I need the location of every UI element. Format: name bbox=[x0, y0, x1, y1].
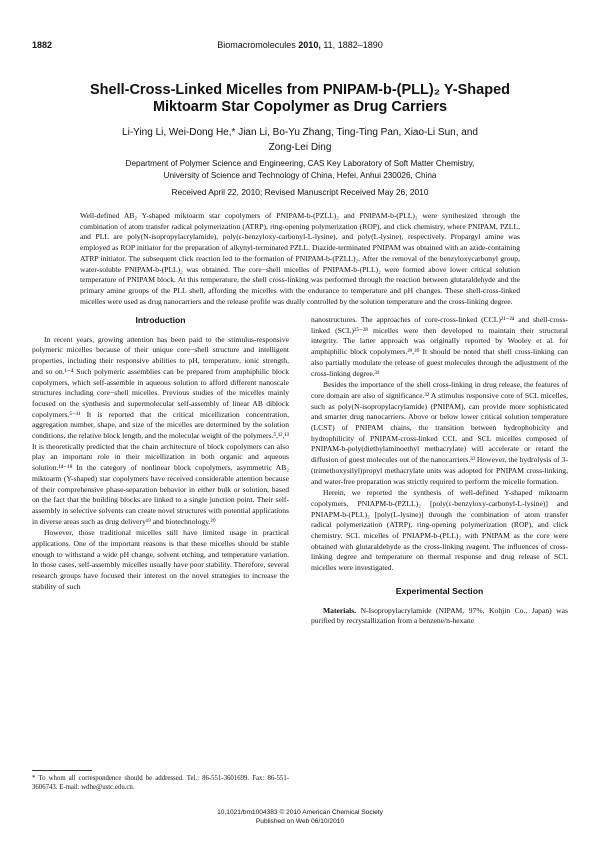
materials-text: N-Isopropylacrylamide (NIPAM, 97%, Kohjin Co., Japan) was purified by recrystallization from a benzene/n-hexane bbox=[311, 605, 568, 626]
affiliation-line-2: University of Science and Technology of China, Hefei, Anhui 230026, China bbox=[163, 171, 437, 180]
journal-citation bbox=[32, 40, 568, 50]
authors-line-2: Zong-Lei Ding bbox=[268, 142, 332, 153]
intro-paragraph-5: Herein, we reported the synthesis of well-defined Y-shaped miktoarm copolymers, PNIAPM-b-(PZLL)₂ [poly(ε-benzyloxy-carbonyl-L-lysine)] and PNIAPM-b-(PLL)₂ [poly(L-lysine)] through the combination of atom transfer radical polymerization (ATRP), ring-opening polymerization (ROP), and click chemistry. SCL micelles of PNIAPM-b-(PLL)₂ with PNIPAM as the core were obtained with glutaraldehyde as the cross-linking reagent. The influences of cross-linking degree and temperature on thermal response and drug release of SCL micelles were investigated. bbox=[311, 488, 568, 573]
intro-paragraph-2: However, those traditional micelles still have limited usage in practical applications. One of the important reasons is that these micelles should be stable enough to withstand a wide pH change, solvent etching, and temperature variation. In those cases, self-assembly micelles usually have poor stability. Therefore, several research groups have focused their interest on the novel strategies to increase the stability of such bbox=[32, 528, 289, 591]
introduction-heading: Introduction bbox=[135, 315, 186, 325]
left-column bbox=[32, 315, 289, 593]
correspondence-footnote: * To whom all correspondence should be addressed. Tel.: 86-551-3601699. Fax: 86-551-3606743. E-mail: wdhe@ustc.edu.cn. bbox=[32, 775, 289, 791]
experimental-heading: Experimental Section bbox=[395, 585, 484, 596]
page-number: 1882 bbox=[32, 40, 53, 50]
footnote-rule bbox=[32, 770, 92, 771]
materials-label: Materials. bbox=[323, 605, 357, 615]
intro-paragraph-1: In recent years, growing attention has been paid to the stimulus-responsive polymeric micelles because of their unique core−shell structure and intelligent properties, including their responsive abilities to pH, temperature, ionic strength, and so on.¹⁻⁴ Such polymeric assemblies can be prepared from amphiphilic block copolymers, which self-assemble in aqueous solution to afford different nanoscale structures including core−shell micelles. Previous studies of the micelles mainly focused on the synthesis and supermolecular self-assembly of linear AB diblock copolymers.⁵⁻¹¹ It is reported that the critical micellization concentration, aggregation number, shape, and size of the micelles are determined by the solution conditions, the relative block length, and the molecular weight of the polymers.⁵,¹²,¹³ It is theoretically predicted that the chain architecture of block copolymers can also play an important role in their micellization in both organic and aqueous solution.¹⁴⁻¹⁸ In the category of nonlinear block copolymers, asymmetric AB₂ miktoarm (Y-shaped) star copolymers have received considerable attention because of their comprehensive phase-separation behavior in either bulk or solution, based on the fact that the building blocks are linked to a single junction point. Their self-assembly in selective solvents can create novel structures with potential applications in diverse areas such as drug delivery¹⁹ and biotechnology.²⁰ bbox=[32, 334, 289, 526]
intro-paragraph-4: Besides the importance of the shell cross-linking in drug release, the features of core domain are also of significance.³² A stimulus responsive core of SCL micelles, such as poly(N-isopropylacrylamide) (PNIPAM), can provide more sophisticated and smarter drug nanocarriers. Above or below lower critical solution temperature (LCST) of PNIPAM chains, the transition between hydrophobicity and hydrophilicity of PNIPAM-cross-linked CCL and SCL micelles composed of PNIPAM-b-poly(diethylaminoethyl methacrylate) will accelerate or retard the diffusion of guest molecules out of the nanocarriers.³³ However, the hydrolysis of 3-(trimethoxysilyl)propyl methacrylate units was adopted for PNIPAM cross-linking, and water-free preparation was strictly required to perform the micelle formation. bbox=[311, 380, 568, 486]
journal-year: 2010, bbox=[298, 40, 321, 50]
doi-copyright: 10.1021/bm1004383 © 2010 American Chemical Society bbox=[217, 809, 383, 816]
affiliation-line-1: Department of Polymer Science and Engineering, CAS Key Laboratory of Soft Matter Chemistry, bbox=[125, 159, 475, 168]
title-line-2: Miktoarm Star Copolymer as Drug Carriers bbox=[152, 99, 448, 115]
materials-paragraph bbox=[311, 606, 568, 627]
title-line-1: Shell-Cross-Linked Micelles from PNIPAM-b-(PLL)₂ Y-Shaped bbox=[89, 82, 511, 98]
article-title bbox=[50, 82, 550, 116]
journal-issue: 11, 1882–1890 bbox=[323, 40, 383, 50]
publication-footer bbox=[0, 808, 600, 826]
published-date: Published on Web 06/10/2010 bbox=[255, 818, 345, 825]
affiliation bbox=[70, 158, 530, 182]
abstract: Well-defined AB₂ Y-shaped miktoarm star copolymers of PNIPAM-b-(PZLL)₂ and PNIPAM-b-(PLL)₂ were synthesized through the combination of atom transfer radical polymerization (ATRP), ring-opening polymerization (ROP), and click chemistry, where PNIPAM, PZLL, and PLL are poly(N-isopropylacrylamide), poly(ε-benzyloxy-carbonyl-L-lysine), and poly(L-lysine), respectively. Propargyl amine was employed as ROP initiator for the preparation of alkynyl-terminated PZLL. Diazide-terminated PNIPAM was obtained with an azide-containing ATRP initiator. The subsequent click reaction led to the formation of PNIPAM-b-(PZLL)₂. After the removal of the benzyloxycarbonyl group, water-soluble PNIPAM-b-(PLL)₂ was obtained. The core−shell micelles of PNIPAM-b-(PLL)₂ were formed above lower critical solution temperature of PNIPAM block. At this temperature, the shell cross-linking was performed through the reaction between glutaraldehyde and the primary amine groups of the PLL shell, affording the micelles with the endurance to temperature and pH changes. These shell-cross-linked micelles were used as drug nanocarriers and the release profile was dually controlled by the solution temperature and the cross-linking degree. bbox=[80, 211, 520, 306]
journal-name: Biomacromolecules bbox=[217, 40, 296, 50]
running-header bbox=[32, 40, 568, 54]
intro-paragraph-3: nanostructures. The approaches of core-cross-linked (CCL)²¹⁻²⁴ and shell-cross-linked (SCL)²⁵⁻²⁸ micelles were then developed to maintain their structural integrity. The latter approach was originally reported by Wooley et al. for amphiphilic block copolymers.²⁹,³⁰ It should be noted that shell cross-linking can also partially modulate the release of guest molecules through the adjustment of the cross-linking degree.³¹ bbox=[311, 315, 568, 378]
authors-line-1: Li-Ying Li, Wei-Dong He,* Jian Li, Bo-Yu Zhang, Ting-Ting Pan, Xiao-Li Sun, and bbox=[122, 127, 478, 138]
right-column bbox=[311, 315, 568, 627]
author-list bbox=[70, 125, 530, 155]
received-dates: Received April 22, 2010; Revised Manuscript Received May 26, 2010 bbox=[171, 187, 429, 197]
